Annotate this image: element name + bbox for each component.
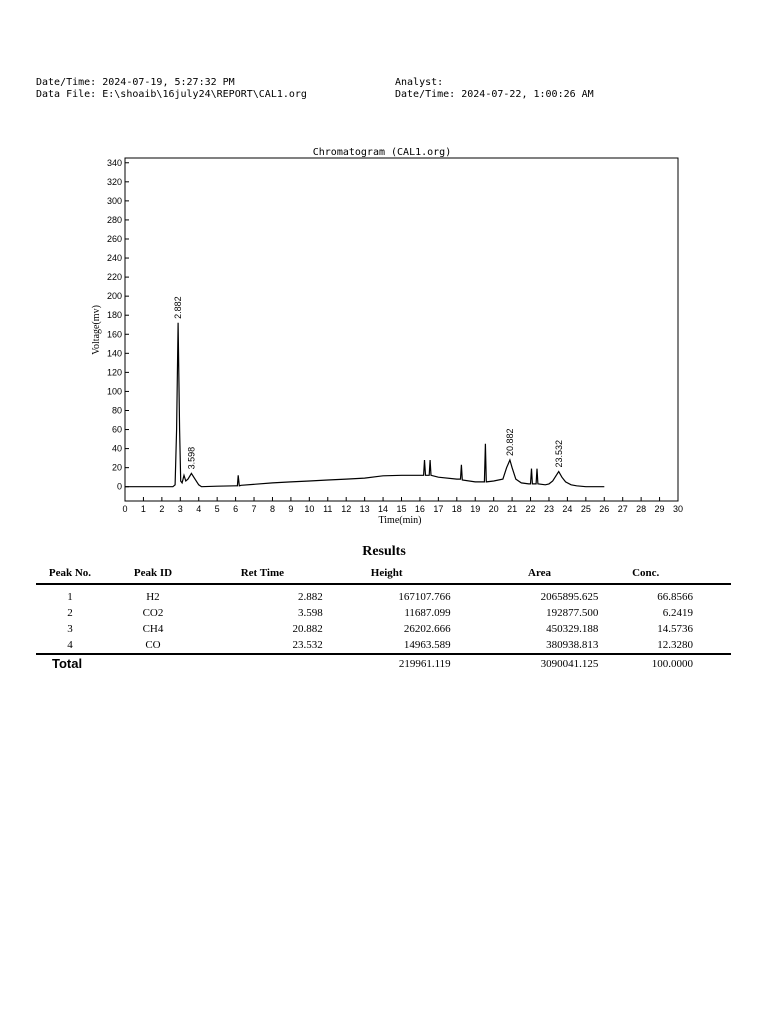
cell-area: 380938.813 — [546, 639, 599, 651]
x-tick-label: 28 — [636, 504, 647, 514]
peak-label: 23.532 — [553, 439, 564, 468]
y-tick-label: 20 — [111, 462, 122, 473]
x-tick-label: 4 — [196, 504, 202, 514]
y-tick-label: 240 — [106, 253, 122, 264]
x-tick-label: 23 — [543, 504, 554, 514]
x-tick-label: 3 — [177, 504, 183, 514]
cell-ret-time: 3.598 — [297, 607, 323, 619]
cell-conc: 6.2419 — [662, 607, 693, 619]
cell-height: 11687.099 — [404, 607, 451, 619]
cell-ret-time: 20.882 — [292, 623, 323, 635]
cell-peak-no: 3 — [67, 623, 73, 635]
cell-height: 26202.666 — [403, 623, 451, 635]
y-tick-label: 140 — [106, 348, 122, 359]
cell-conc: 14.5736 — [657, 623, 693, 635]
x-tick-label: 18 — [451, 504, 462, 514]
cell-area: 2065895.625 — [540, 591, 599, 603]
report-datetime-label: Date/Time: — [395, 89, 456, 100]
x-tick-label: 9 — [288, 504, 294, 514]
x-tick-label: 15 — [396, 504, 407, 514]
datetime-label: Date/Time: — [36, 77, 97, 88]
cell-peak-no: 1 — [67, 591, 73, 603]
col-ret-time: Ret Time — [202, 564, 323, 584]
report-datetime-value: 2024-07-22, 1:00:26 AM — [461, 89, 594, 100]
datafile-value: E:\shoaib\16july24\REPORT\CAL1.org — [102, 89, 307, 100]
datafile-label: Data File: — [36, 89, 97, 100]
cell-area: 192877.500 — [546, 607, 599, 619]
x-tick-label: 6 — [233, 504, 239, 514]
y-tick-label: 120 — [106, 367, 122, 378]
cell-area: 450329.188 — [546, 623, 599, 635]
peak-label: 3.598 — [186, 446, 197, 470]
total-conc: 100.0000 — [598, 654, 731, 673]
table-row — [36, 605, 731, 621]
y-axis — [107, 158, 129, 492]
x-tick-label: 22 — [525, 504, 536, 514]
cell-peak-id: CO — [145, 639, 161, 651]
results-table — [36, 564, 731, 673]
x-tick-label: 10 — [304, 504, 315, 514]
cell-peak-id: CH4 — [142, 623, 164, 635]
x-tick-label: 2 — [159, 504, 165, 514]
y-tick-label: 40 — [111, 443, 122, 454]
y-tick-label: 220 — [106, 272, 122, 283]
cell-conc: 12.3280 — [657, 639, 693, 651]
y-tick-label: 180 — [106, 310, 122, 321]
cell-ret-time: 23.532 — [292, 639, 323, 651]
x-tick-label: 0 — [122, 504, 128, 514]
total-row — [36, 654, 731, 673]
cell-peak-no: 2 — [67, 607, 73, 619]
x-tick-label: 26 — [599, 504, 610, 514]
x-tick-label: 24 — [562, 504, 573, 514]
cell-height: 167107.766 — [398, 591, 451, 603]
y-tick-label: 60 — [111, 424, 122, 435]
col-peak-id: Peak ID — [104, 564, 202, 584]
total-area: 3090041.125 — [451, 654, 599, 673]
analyst-label: Analyst: — [395, 77, 444, 88]
peak-label: 2.882 — [173, 296, 184, 319]
cell-conc: 66.8566 — [657, 591, 693, 603]
col-height: Height — [323, 564, 451, 584]
table-row — [36, 584, 731, 605]
y-tick-label: 200 — [106, 291, 122, 302]
x-axis-label: Time(min) — [378, 515, 422, 526]
x-axis — [122, 497, 683, 514]
x-tick-label: 16 — [414, 504, 425, 514]
x-tick-label: 29 — [654, 504, 665, 514]
cell-ret-time: 2.882 — [297, 591, 323, 603]
x-tick-label: 14 — [378, 504, 389, 514]
col-area: Area — [451, 564, 599, 584]
results-title: Results — [362, 544, 406, 559]
x-tick-label: 20 — [488, 504, 499, 514]
x-tick-label: 30 — [672, 504, 684, 514]
y-tick-label: 260 — [106, 233, 122, 244]
results-header-row — [36, 564, 731, 584]
peak-labels — [173, 296, 564, 469]
y-tick-label: 280 — [106, 214, 122, 225]
x-tick-label: 21 — [507, 504, 518, 514]
chromatogram-trace — [125, 323, 604, 487]
y-tick-label: 320 — [106, 176, 122, 187]
x-tick-label: 5 — [214, 504, 220, 514]
x-tick-label: 8 — [269, 504, 275, 514]
total-height: 219961.119 — [323, 654, 451, 673]
y-axis-label: Voltage(mv) — [91, 305, 102, 355]
datetime-value: 2024-07-19, 5:27:32 PM — [102, 77, 235, 88]
x-tick-label: 19 — [470, 504, 481, 514]
x-tick-label: 27 — [617, 504, 628, 514]
cell-height: 14963.589 — [403, 639, 451, 651]
peak-label: 20.882 — [504, 428, 515, 457]
y-tick-label: 80 — [111, 405, 122, 416]
y-tick-label: 300 — [106, 195, 122, 206]
x-tick-label: 13 — [359, 504, 370, 514]
table-row — [36, 621, 731, 637]
cell-peak-no: 4 — [67, 639, 73, 651]
x-tick-label: 1 — [140, 504, 146, 514]
y-tick-label: 0 — [116, 481, 122, 492]
col-conc: Conc. — [598, 564, 731, 584]
x-tick-label: 12 — [341, 504, 352, 514]
cell-peak-id: CO2 — [142, 607, 164, 619]
x-tick-label: 11 — [323, 504, 333, 514]
x-tick-label: 17 — [433, 504, 444, 514]
plot-frame — [125, 158, 678, 501]
y-tick-label: 340 — [106, 157, 122, 168]
cell-peak-id: H2 — [146, 591, 160, 603]
x-tick-label: 7 — [251, 504, 257, 514]
y-tick-label: 160 — [106, 329, 122, 340]
col-peak-no: Peak No. — [36, 564, 104, 584]
x-tick-label: 25 — [580, 504, 591, 514]
chart-title: Chromatogram (CAL1.org) — [312, 147, 452, 158]
total-label: Total — [36, 654, 323, 673]
table-row — [36, 637, 731, 654]
y-tick-label: 100 — [106, 386, 122, 397]
